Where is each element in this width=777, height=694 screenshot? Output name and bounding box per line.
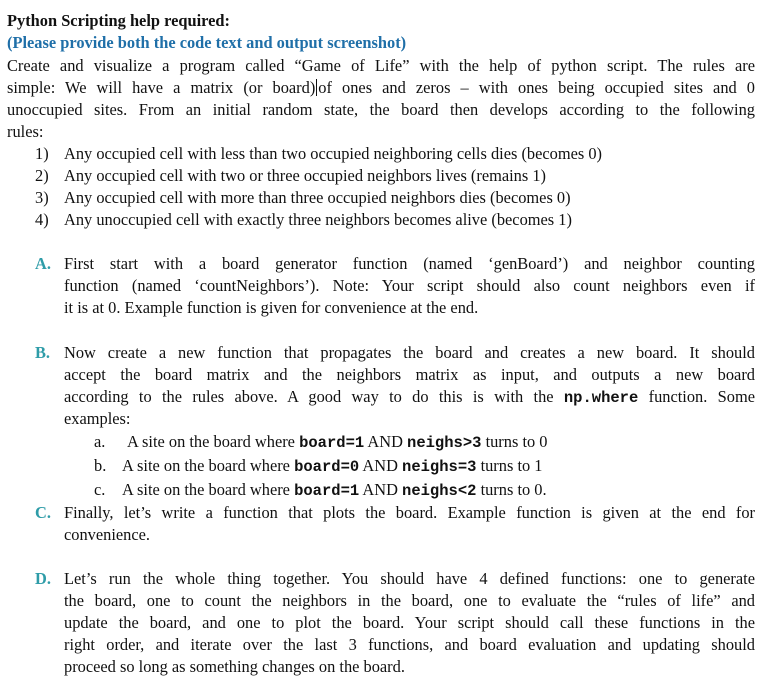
rule-number: 4): [35, 210, 49, 229]
example-label: c.: [94, 480, 106, 499]
rule-text: Any occupied cell with two or three occupied neighbors lives (remains 1): [64, 166, 547, 185]
intro-line-4: rules:: [7, 122, 44, 141]
section-b-line-3-text: according to the rules above. A good way to do this is with the: [64, 387, 554, 406]
intro-line-2-part-a: simple: We will have a matrix (or board): [7, 78, 316, 97]
rule-text: Any unoccupied cell with exactly three neighbors becomes alive (becomes 1): [64, 210, 572, 229]
example-label: a.: [94, 432, 106, 451]
section-a-line-2: function (named ‘countNeighbors’). Note: Your script should also count neighbors even if: [64, 276, 755, 295]
section-a-letter: A.: [35, 254, 51, 273]
example-post: turns to 0.: [480, 480, 547, 499]
section-a-line-3: it is at 0. Example function is given for convenience at the end.: [64, 298, 479, 317]
section-d-line-5: proceed so long as something changes on the board.: [64, 657, 405, 676]
rule-number: 3): [35, 188, 49, 207]
intro-line-3: unoccupied sites. From an initial random state, the board then develops according to the following: [7, 100, 755, 119]
example-code: neighs<2: [402, 482, 477, 500]
section-c-line-1: Finally, let’s write a function that plots the board. Example function is given at the end for: [64, 503, 755, 522]
section-b-line-1: Now create a new function that propagates the board and creates a new board. It should: [64, 343, 755, 362]
example-text: [122, 479, 547, 502]
rule-number: 2): [35, 166, 49, 185]
page-subtitle: (Please provide both the code text and output screenshot): [7, 33, 407, 52]
rule-text: Any occupied cell with less than two occupied neighboring cells dies (becomes 0): [64, 144, 603, 163]
example-code: board=1: [294, 482, 360, 500]
example-post: turns to 0: [485, 432, 548, 451]
example-code: board=0: [294, 458, 360, 476]
section-d-line-2: the board, one to count the neighbors in the board, one to evaluate the “rules of life” and: [64, 591, 755, 610]
example-and: AND: [367, 432, 403, 451]
section-d-line-4: right order, and iterate over the last 3 functions, and board evaluation and updating should: [64, 635, 755, 654]
rule-text: Any occupied cell with more than three occupied neighbors dies (becomes 0): [64, 188, 571, 207]
example-post: turns to 1: [480, 456, 543, 475]
example-and: AND: [362, 480, 398, 499]
section-d-line-3: update the board, and one to plot the board. Your script should call these functions in the: [64, 613, 755, 632]
intro-line-1: Create and visualize a program called “Game of Life” with the help of python script. The rules are: [7, 56, 755, 75]
section-b-line-3: [64, 386, 755, 409]
section-b-line-2: accept the board matrix and the neighbors matrix as input, and outputs a new board: [64, 365, 755, 384]
intro-line-2: [7, 77, 755, 99]
section-a-line-1: First start with a board generator function (named ‘genBoard’) and neighbor counting: [64, 254, 755, 273]
page-title: Python Scripting help required:: [7, 11, 230, 30]
example-label: b.: [94, 456, 107, 475]
example-text: [122, 455, 542, 478]
section-b-line-4: examples:: [64, 409, 131, 428]
rule-number: 1): [35, 144, 49, 163]
section-c-line-2: convenience.: [64, 525, 151, 544]
example-code: board=1: [299, 434, 365, 452]
section-b-letter: B.: [35, 343, 51, 362]
section-c-letter: C.: [35, 503, 51, 522]
example-pre: A site on the board where: [127, 432, 295, 451]
np-where-code: np.where: [563, 389, 639, 407]
example-pre: A site on the board where: [122, 480, 290, 499]
example-pre: A site on the board where: [122, 456, 290, 475]
example-code: neighs>3: [407, 434, 482, 452]
intro-line-2-part-b: of ones and zeros – with ones being occupied sites and 0: [318, 78, 755, 97]
example-code: neighs=3: [402, 458, 477, 476]
section-b-line-3-tail: function. Some: [648, 387, 755, 406]
example-and: AND: [362, 456, 398, 475]
example-text: [127, 431, 547, 454]
section-d-letter: D.: [35, 569, 51, 588]
section-d-line-1: Let’s run the whole thing together. You should have 4 defined functions: one to generate: [64, 569, 755, 588]
